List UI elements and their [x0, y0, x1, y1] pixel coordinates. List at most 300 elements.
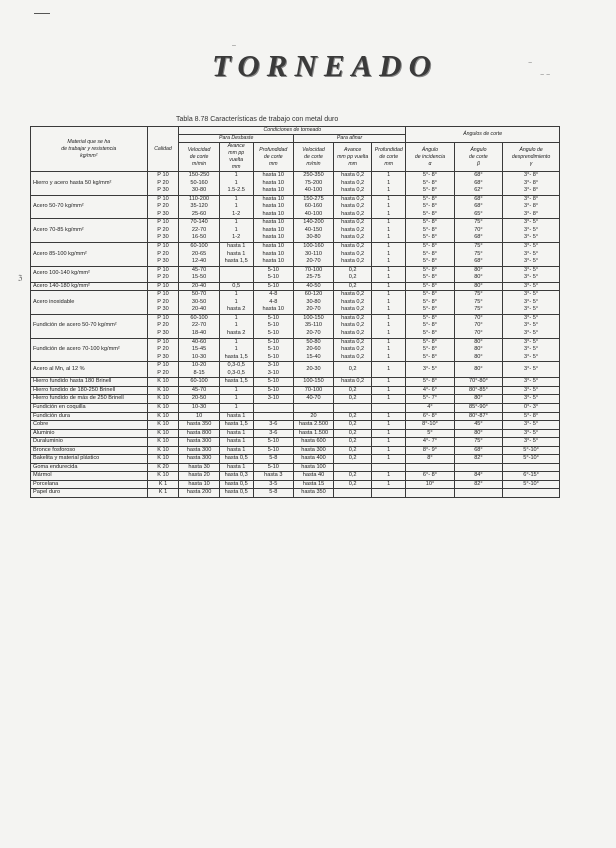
value-cell: 5-8 [253, 455, 293, 464]
header-profundidad-desbaste: Profundidad de corte mm [253, 143, 293, 172]
value-cell: 20 [293, 412, 333, 421]
value-cell [334, 489, 372, 498]
value-cell: 1 1 1 [372, 338, 406, 362]
table-row [31, 446, 560, 455]
value-cell: 1 [219, 386, 253, 395]
material-cell: Aluminio [31, 429, 148, 438]
value-cell: 8°- 9° [406, 446, 454, 455]
material-cell: Hierro y acero hasta 50 kg/mm² [31, 172, 148, 196]
value-cell: 3°- 5° 3°- 5° 3°- 5° [503, 314, 560, 338]
value-cell: hasta 0,5 [219, 480, 253, 489]
value-cell: 5° [406, 429, 454, 438]
value-cell: 50-70 30-50 20-40 [179, 291, 219, 315]
value-cell: 0,2 [334, 472, 372, 481]
value-cell: 5°-10° [503, 455, 560, 464]
value-cell: 0,2 [334, 395, 372, 404]
value-cell [253, 403, 293, 412]
value-cell: hasta 300 [293, 446, 333, 455]
value-cell: 0,2 [334, 412, 372, 421]
material-cell: Acero 85-100 kg/mm² [31, 243, 148, 267]
value-cell [293, 403, 333, 412]
material-cell: Acero 100-140 kg/mm² [31, 266, 148, 282]
value-cell: 10-20 8-15 [179, 362, 219, 378]
value-cell: 82° [454, 480, 502, 489]
value-cell: 150-275 60-160 40-100 [293, 195, 333, 219]
value-cell: hasta 10 hasta 10 hasta 10 [253, 195, 293, 219]
value-cell: P 10 P 20 P 30 [147, 314, 179, 338]
value-cell: 5-10 5-10 [253, 266, 293, 282]
value-cell: P 10 P 20 P 30 [147, 195, 179, 219]
value-cell [406, 463, 454, 472]
value-cell: hasta 300 [179, 438, 219, 447]
value-cell: 1 1 1.5-2.5 [219, 172, 253, 196]
value-cell: 4°- 7° [406, 438, 454, 447]
value-cell: 5°- 8° 5°- 8° 5°- 8° [406, 338, 454, 362]
value-cell: 3°- 5° [503, 438, 560, 447]
value-cell: 1 [219, 395, 253, 404]
value-cell: hasta 20 [179, 472, 219, 481]
value-cell: 70° 70° 70° [454, 314, 502, 338]
value-cell: hasta 100 [293, 463, 333, 472]
value-cell: 100-160 30-110 20-70 [293, 243, 333, 267]
table-row [31, 489, 560, 498]
value-cell: 1 1 1 [372, 243, 406, 267]
value-cell: 1 [372, 455, 406, 464]
value-cell: hasta 0,2 hasta 0,2 hasta 0,2 [334, 219, 372, 243]
material-cell: Acero 140-180 kg/mm² [31, 282, 148, 291]
value-cell: 8°-10° [406, 421, 454, 430]
value-cell: K 1 [147, 489, 179, 498]
value-cell: 5°- 8° [406, 378, 454, 387]
value-cell: 0,2 0,2 [334, 266, 372, 282]
table-row [31, 421, 560, 430]
value-cell: hasta 0,2 hasta 0,2 hasta 0,2 [334, 243, 372, 267]
value-cell: 5°- 8° [406, 282, 454, 291]
value-cell: 70-100 [293, 386, 333, 395]
value-cell: 1 [372, 480, 406, 489]
value-cell: 60-100 20-65 12-40 [179, 243, 219, 267]
value-cell: 100-150 35-110 20-70 [293, 314, 333, 338]
header-velocidad-fino: Velocidad de corte m/min [293, 143, 333, 172]
value-cell: 1 [372, 386, 406, 395]
value-cell [219, 266, 253, 282]
value-cell: K 20 [147, 463, 179, 472]
value-cell: hasta 0,3 [219, 472, 253, 481]
value-cell: 85°-90° [454, 403, 502, 412]
value-cell: 10° [406, 480, 454, 489]
value-cell: 3°- 8° 3°- 8° 3°- 8° [503, 172, 560, 196]
material-cell: Duraluminio [31, 438, 148, 447]
value-cell: P 10 P 20 P 30 [147, 172, 179, 196]
value-cell: K 10 [147, 455, 179, 464]
value-cell: hasta 0,2 hasta 0,2 hasta 0,2 [334, 195, 372, 219]
table-row [31, 282, 560, 291]
value-cell: 0,2 [334, 282, 372, 291]
value-cell: 82° [454, 455, 502, 464]
value-cell: 5-10 [253, 463, 293, 472]
value-cell: K 10 [147, 378, 179, 387]
value-cell: 5-10 [253, 386, 293, 395]
value-cell: hasta 0,2 hasta 0,2 hasta 0,2 [334, 291, 372, 315]
table-row [31, 195, 560, 219]
table-row [31, 412, 560, 421]
value-cell: 1 [372, 472, 406, 481]
value-cell [454, 489, 502, 498]
value-cell: 3°- 5° 3°- 5° [503, 266, 560, 282]
value-cell: 1 1 1 [372, 314, 406, 338]
header-desprendimiento: Ángulo de desprendimiento γ [503, 143, 560, 172]
table-row [31, 219, 560, 243]
value-cell: 3°- 5° [503, 282, 560, 291]
value-cell: 1 [372, 421, 406, 430]
table-row [31, 386, 560, 395]
table-row [31, 480, 560, 489]
value-cell: 4°- 6° [406, 386, 454, 395]
material-cell: Cobre [31, 421, 148, 430]
value-cell: 5°- 8° 5°- 8° 5°- 8° [406, 219, 454, 243]
value-cell: 6°- 8° [406, 412, 454, 421]
table-row [31, 291, 560, 315]
value-cell: 3°- 5° 3°- 5° 3°- 5° [503, 291, 560, 315]
value-cell: 3-6 [253, 421, 293, 430]
table-row [31, 472, 560, 481]
value-cell: 1 [372, 429, 406, 438]
table-row [31, 314, 560, 338]
value-cell: 1 1 [372, 266, 406, 282]
value-cell: 20-40 [179, 282, 219, 291]
value-cell: P 10 P 20 [147, 266, 179, 282]
material-cell: Acero al Mn, al 12 % [31, 362, 148, 378]
value-cell: 3°- 5° [503, 421, 560, 430]
value-cell: 5-10 [253, 378, 293, 387]
page-mark [34, 13, 50, 14]
value-cell: 0,2 [334, 455, 372, 464]
value-cell: 1 1 1-2 [219, 195, 253, 219]
value-cell: K 10 [147, 403, 179, 412]
value-cell: 0°- 3° [503, 403, 560, 412]
table-row [31, 362, 560, 378]
value-cell: 5°-10° [503, 480, 560, 489]
header-incidencia: Ángulo de incidencia α [406, 143, 454, 172]
value-cell: hasta 200 [179, 489, 219, 498]
value-cell: 0,3-0,5 0,3-0,5 [219, 362, 253, 378]
value-cell: P 10 P 20 [147, 362, 179, 378]
value-cell [454, 463, 502, 472]
value-cell [372, 489, 406, 498]
value-cell: 5°- 8° 5°- 8° 5°- 8° [406, 195, 454, 219]
value-cell: 110-200 35-120 25-60 [179, 195, 219, 219]
value-cell: 5°- 8° 5°- 8° 5°- 8° [406, 243, 454, 267]
value-cell: hasta 1.500 [293, 429, 333, 438]
material-cell: Hierro fundido de 180-250 Brinell [31, 386, 148, 395]
header-calidad: Calidad [147, 127, 179, 172]
value-cell [372, 403, 406, 412]
handwritten-mark: − [528, 60, 533, 67]
edge-mark: ℨ [18, 275, 23, 282]
value-cell: 0,5 [219, 282, 253, 291]
material-cell: Acero 70-85 kg/mm² [31, 219, 148, 243]
value-cell: 5-10 [253, 446, 293, 455]
value-cell: 60-100 22-70 18-40 [179, 314, 219, 338]
value-cell: P 10 P 20 P 30 [147, 219, 179, 243]
value-cell: 6°- 8° [406, 472, 454, 481]
value-cell: hasta 30 [179, 463, 219, 472]
value-cell: 80° [454, 429, 502, 438]
value-cell [503, 463, 560, 472]
value-cell: 5°- 8° 5°- 8° [406, 266, 454, 282]
value-cell: P 10 P 20 P 30 [147, 243, 179, 267]
value-cell: 70°-80° [454, 378, 502, 387]
material-cell: Bronce fosforoso [31, 446, 148, 455]
value-cell: hasta 1 [219, 463, 253, 472]
value-cell: hasta 0,2 hasta 0,2 hasta 0,2 [334, 314, 372, 338]
value-cell: 1 1 1 [372, 172, 406, 196]
material-cell: Porcelana [31, 480, 148, 489]
handwritten-mark: – [232, 42, 236, 49]
table-body [31, 172, 560, 498]
table-row [31, 455, 560, 464]
value-cell: 80°-87° [454, 412, 502, 421]
value-cell: 80° 80° 80° [454, 338, 502, 362]
material-cell: Fundición dura [31, 412, 148, 421]
value-cell: hasta 1 [219, 412, 253, 421]
value-cell: hasta 300 [179, 455, 219, 464]
material-cell: Fundición de acero 50-70 kg/mm² [31, 314, 148, 338]
value-cell: 1 [372, 395, 406, 404]
value-cell: hasta 350 [293, 489, 333, 498]
value-cell: hasta 10 hasta 10 hasta 10 [253, 172, 293, 196]
value-cell: hasta 0,5 [219, 455, 253, 464]
value-cell: 3°- 5° [503, 386, 560, 395]
header-avance-fino: Avance mm pp vuelta mm [334, 143, 372, 172]
value-cell: 3°- 5° [503, 362, 560, 378]
value-cell: 3°- 5° 3°- 5° 3°- 5° [503, 338, 560, 362]
value-cell: hasta 1,5 [219, 378, 253, 387]
value-cell: hasta 600 [293, 438, 333, 447]
value-cell: hasta 10 [179, 480, 219, 489]
value-cell: 1 [372, 412, 406, 421]
value-cell: 250-350 75-200 40-100 [293, 172, 333, 196]
value-cell: P 10 [147, 282, 179, 291]
value-cell: 40-50 [293, 282, 333, 291]
value-cell: K 10 [147, 421, 179, 430]
value-cell: P 10 P 20 P 30 [147, 338, 179, 362]
value-cell: 1 1 1 [372, 195, 406, 219]
value-cell: 1 1 hasta 2 [219, 314, 253, 338]
value-cell: 1 1 1-2 [219, 219, 253, 243]
value-cell: hasta 0,2 [334, 378, 372, 387]
table-row [31, 338, 560, 362]
value-cell: 4° [406, 403, 454, 412]
value-cell: 50-80 20-60 15-40 [293, 338, 333, 362]
value-cell: hasta 15 [293, 480, 333, 489]
value-cell: 1 [372, 446, 406, 455]
value-cell: 3-10 3-10 [253, 362, 293, 378]
value-cell: hasta 300 [179, 446, 219, 455]
material-cell: Hierro fundido hasta 180 Brinell [31, 378, 148, 387]
value-cell: 3°- 5° 3°- 5° 3°- 5° [503, 219, 560, 243]
header-profundidad-fino: Profundidad de corte mm [372, 143, 406, 172]
material-cell: Bakelita y material plástico [31, 455, 148, 464]
value-cell: 5°- 8° 5°- 8° 5°- 8° [406, 314, 454, 338]
value-cell: 4-8 4-8 hasta 10 [253, 291, 293, 315]
value-cell: 75° 75° 75° [454, 291, 502, 315]
value-cell: K 10 [147, 472, 179, 481]
value-cell: 40-70 [293, 395, 333, 404]
value-cell [253, 412, 293, 421]
value-cell: 1 [372, 378, 406, 387]
table-row [31, 463, 560, 472]
value-cell: hasta 1,5 [219, 421, 253, 430]
header-angulos: Ángulos de corte [406, 127, 560, 143]
value-cell: 5-10 5-10 5-10 [253, 314, 293, 338]
value-cell: 80° [454, 395, 502, 404]
value-cell: hasta 1 [219, 446, 253, 455]
value-cell: hasta 40 [293, 472, 333, 481]
value-cell: hasta 350 [179, 421, 219, 430]
value-cell: 20-30 [293, 362, 333, 378]
material-cell: Fundición en coquilla [31, 403, 148, 412]
table-row [31, 378, 560, 387]
header-condiciones: Condiciones de torneado [179, 127, 406, 135]
value-cell: hasta 3 [253, 472, 293, 481]
value-cell: 5-10 [253, 282, 293, 291]
header-corte: Ángulo de corte β [454, 143, 502, 172]
value-cell [372, 463, 406, 472]
value-cell: 0,2 [334, 386, 372, 395]
value-cell [503, 489, 560, 498]
value-cell: 3°- 5° [406, 362, 454, 378]
value-cell: 45-70 15-50 [179, 266, 219, 282]
value-cell: hasta 800 [179, 429, 219, 438]
material-cell: Goma endurecida [31, 463, 148, 472]
value-cell: 10 [179, 412, 219, 421]
value-cell: 5°- 8° 5°- 8° 5°- 8° [406, 172, 454, 196]
value-cell: 0,2 [334, 362, 372, 378]
material-cell: Acero inoxidable [31, 291, 148, 315]
value-cell: 1 [372, 362, 406, 378]
value-cell: K 10 [147, 386, 179, 395]
value-cell: hasta 10 hasta 10 hasta 10 [253, 219, 293, 243]
header-desbaste: Para Desbaste [179, 135, 293, 143]
value-cell: 68° 68° 62° [454, 172, 502, 196]
value-cell: 1 [219, 403, 253, 412]
table-row [31, 403, 560, 412]
value-cell: 5°- 7° [406, 395, 454, 404]
value-cell: 0,2 [334, 446, 372, 455]
table-caption: Tabla 8.78 Características de trabajo con metal duro [176, 116, 339, 123]
value-cell: 68° 68° 65° [454, 195, 502, 219]
value-cell: hasta 1 [219, 429, 253, 438]
value-cell: 0,2 [334, 421, 372, 430]
value-cell: 3-5 [253, 480, 293, 489]
value-cell: hasta 0,2 hasta 0,2 hasta 0,2 [334, 172, 372, 196]
value-cell: 1 1 hasta 1,5 [219, 338, 253, 362]
value-cell: 5°- 8° [503, 412, 560, 421]
value-cell: K 1 [147, 480, 179, 489]
value-cell: 3-6 [253, 429, 293, 438]
value-cell: 1 1 1 [372, 219, 406, 243]
value-cell [334, 463, 372, 472]
value-cell: 45° [454, 421, 502, 430]
value-cell: 5-10 [253, 438, 293, 447]
value-cell: 70-140 22-70 16-50 [179, 219, 219, 243]
value-cell: hasta 1 [219, 438, 253, 447]
header-velocidad-desbaste: Velocidad de corte m/min [179, 143, 219, 172]
value-cell: 3-10 [253, 395, 293, 404]
value-cell: 3°- 5° [503, 429, 560, 438]
value-cell: 10-30 [179, 403, 219, 412]
value-cell: hasta 2.500 [293, 421, 333, 430]
value-cell: 80° [454, 282, 502, 291]
material-cell: Hierro fundido de más de 250 Brinell [31, 395, 148, 404]
value-cell: 5°-10° [503, 446, 560, 455]
table-row [31, 438, 560, 447]
value-cell: 80°-85° [454, 386, 502, 395]
value-cell: 3°- 8° 3°- 8° 3°- 8° [503, 195, 560, 219]
value-cell: hasta 0,5 [219, 489, 253, 498]
value-cell: 1 1 hasta 2 [219, 291, 253, 315]
value-cell: 150-250 50-160 30-80 [179, 172, 219, 196]
header-material: Material que se ha de trabajar y resistencia kg/mm² [31, 127, 148, 172]
table-row [31, 172, 560, 196]
value-cell: 6°-15° [503, 472, 560, 481]
table-row [31, 266, 560, 282]
value-cell: 5°- 8° 5°- 8° 5°- 8° [406, 291, 454, 315]
cutting-data-table [30, 126, 560, 498]
value-cell: 75° 75° 68° [454, 243, 502, 267]
value-cell: K 10 [147, 412, 179, 421]
value-cell: 40-60 15-45 10-30 [179, 338, 219, 362]
value-cell: K 10 [147, 429, 179, 438]
value-cell [334, 403, 372, 412]
header-avance-desbaste: Avance mm pp vuelta mm [219, 143, 253, 172]
table-row [31, 429, 560, 438]
value-cell: P 10 P 20 P 30 [147, 291, 179, 315]
value-cell: 5-10 5-10 5-10 [253, 338, 293, 362]
material-cell: Fundición de acero 70-100 kg/mm² [31, 338, 148, 362]
handwritten-mark: − − [540, 72, 551, 79]
value-cell: 60-120 30-80 20-70 [293, 291, 333, 315]
value-cell: K 10 [147, 395, 179, 404]
header-fino: Para afinar [293, 135, 405, 143]
value-cell: 68° [454, 446, 502, 455]
value-cell: 20-50 [179, 395, 219, 404]
value-cell: 1 [372, 282, 406, 291]
value-cell: 1 [372, 438, 406, 447]
value-cell: 80° [454, 362, 502, 378]
value-cell: hasta 400 [293, 455, 333, 464]
value-cell: hasta 1 hasta 1 hasta 1,5 [219, 243, 253, 267]
value-cell [406, 489, 454, 498]
value-cell: 0,2 [334, 429, 372, 438]
value-cell: 3°- 5° [503, 378, 560, 387]
value-cell: hasta 10 hasta 10 hasta 10 [253, 243, 293, 267]
page-title: TORNEADO [212, 48, 438, 83]
value-cell: 80° 80° [454, 266, 502, 282]
value-cell: 60-100 [179, 378, 219, 387]
value-cell: 8° [406, 455, 454, 464]
material-cell: Mármol [31, 472, 148, 481]
table-row [31, 395, 560, 404]
value-cell: 84° [454, 472, 502, 481]
value-cell: 45-70 [179, 386, 219, 395]
value-cell: K 10 [147, 446, 179, 455]
value-cell: hasta 0,2 hasta 0,2 hasta 0,2 [334, 338, 372, 362]
value-cell: K 10 [147, 438, 179, 447]
value-cell: 1 1 1 [372, 291, 406, 315]
value-cell: 140-200 40-150 30-80 [293, 219, 333, 243]
